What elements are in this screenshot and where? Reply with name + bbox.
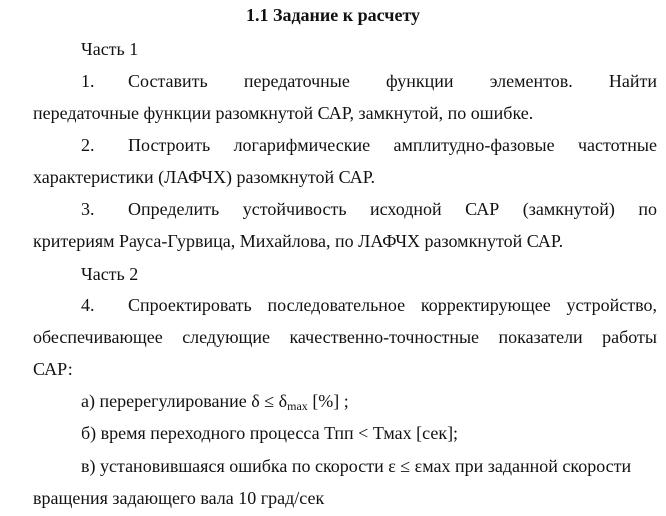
item-1-word: Составить — [128, 71, 208, 91]
item-4-line-3: САР: — [33, 359, 73, 379]
item-4-word: следующие — [182, 327, 270, 347]
item-1-text — [81, 70, 657, 92]
item-3-number: 3. — [81, 199, 95, 219]
item-3-word: по — [638, 199, 657, 219]
section-title: 1.1 Задание к расчету — [245, 5, 421, 25]
item-4-word: качественно-точностные — [289, 327, 480, 347]
item-2-word: Построить — [128, 135, 211, 155]
sub-item-c-line-2: вращения задающего вала 10 град/сек — [33, 488, 325, 508]
item-1-word: Найти — [608, 71, 657, 91]
item-1-word: элементов. — [489, 71, 573, 91]
item-3-word: исходной — [370, 199, 442, 219]
item-4-word: обеспечивающее — [33, 327, 163, 347]
item-3-word: Определить — [128, 199, 220, 219]
sub-item-a-prefix: а) перерегулирование δ ≤ δ — [81, 391, 288, 411]
item-1-line-1 — [81, 70, 657, 92]
item-3-word: (замкнутой) — [522, 199, 615, 219]
item-1-number-and-word — [81, 70, 208, 92]
item-3-line-2: критериям Рауса-Гурвица, Михайлова, по ЛАФЧХ разомкнутой САР. — [33, 231, 564, 251]
item-2-line-2: характеристики (ЛАФЧХ) разомкнутой САР. — [33, 167, 375, 187]
item-2-line-1 — [81, 134, 657, 156]
item-4-line-1 — [81, 294, 657, 316]
sub-item-a-subscript: max — [287, 399, 308, 413]
item-2-word: логарифмические — [233, 135, 371, 155]
item-2-number: 2. — [81, 135, 95, 155]
part-1-label: Часть 1 — [81, 39, 139, 59]
item-4-number: 4. — [81, 295, 95, 315]
item-1-word: передаточные — [243, 71, 350, 91]
item-1-number: 1. — [81, 71, 95, 91]
item-3-word: САР — [465, 199, 500, 219]
item-4-word: показатели — [498, 327, 583, 347]
sub-item-a — [81, 390, 657, 417]
item-4-word: работы — [602, 327, 657, 347]
sub-item-c-line-1: в) установившаяся ошибка по скорости ε ≤ εмах при заданной скорости — [81, 456, 632, 476]
item-2-number-and-word — [81, 134, 210, 156]
item-4-word: Спроектировать — [128, 295, 252, 315]
item-3-word: устойчивость — [242, 199, 347, 219]
item-4-line-2 — [33, 326, 657, 348]
part-2-label: Часть 2 — [81, 264, 139, 284]
item-2-word: частотные — [577, 135, 657, 155]
item-1-line-2: передаточные функции разомкнутой САР, замкнутой, по ошибке. — [33, 103, 534, 123]
item-3-line-1 — [81, 198, 657, 220]
item-3-number-and-word — [81, 198, 219, 220]
item-4-word: устройство, — [566, 295, 657, 315]
item-4-number-and-word — [81, 294, 252, 316]
item-4-word: корректирующее — [420, 295, 551, 315]
item-1-word: функции — [386, 71, 454, 91]
item-2-word: амплитудно-фазовые — [393, 135, 555, 155]
sub-item-b: б) время переходного процесса Тпп < Тмах [сек]; — [81, 423, 459, 443]
sub-item-a-suffix: [%] ; — [307, 391, 349, 411]
item-4-word: последовательное — [267, 295, 406, 315]
